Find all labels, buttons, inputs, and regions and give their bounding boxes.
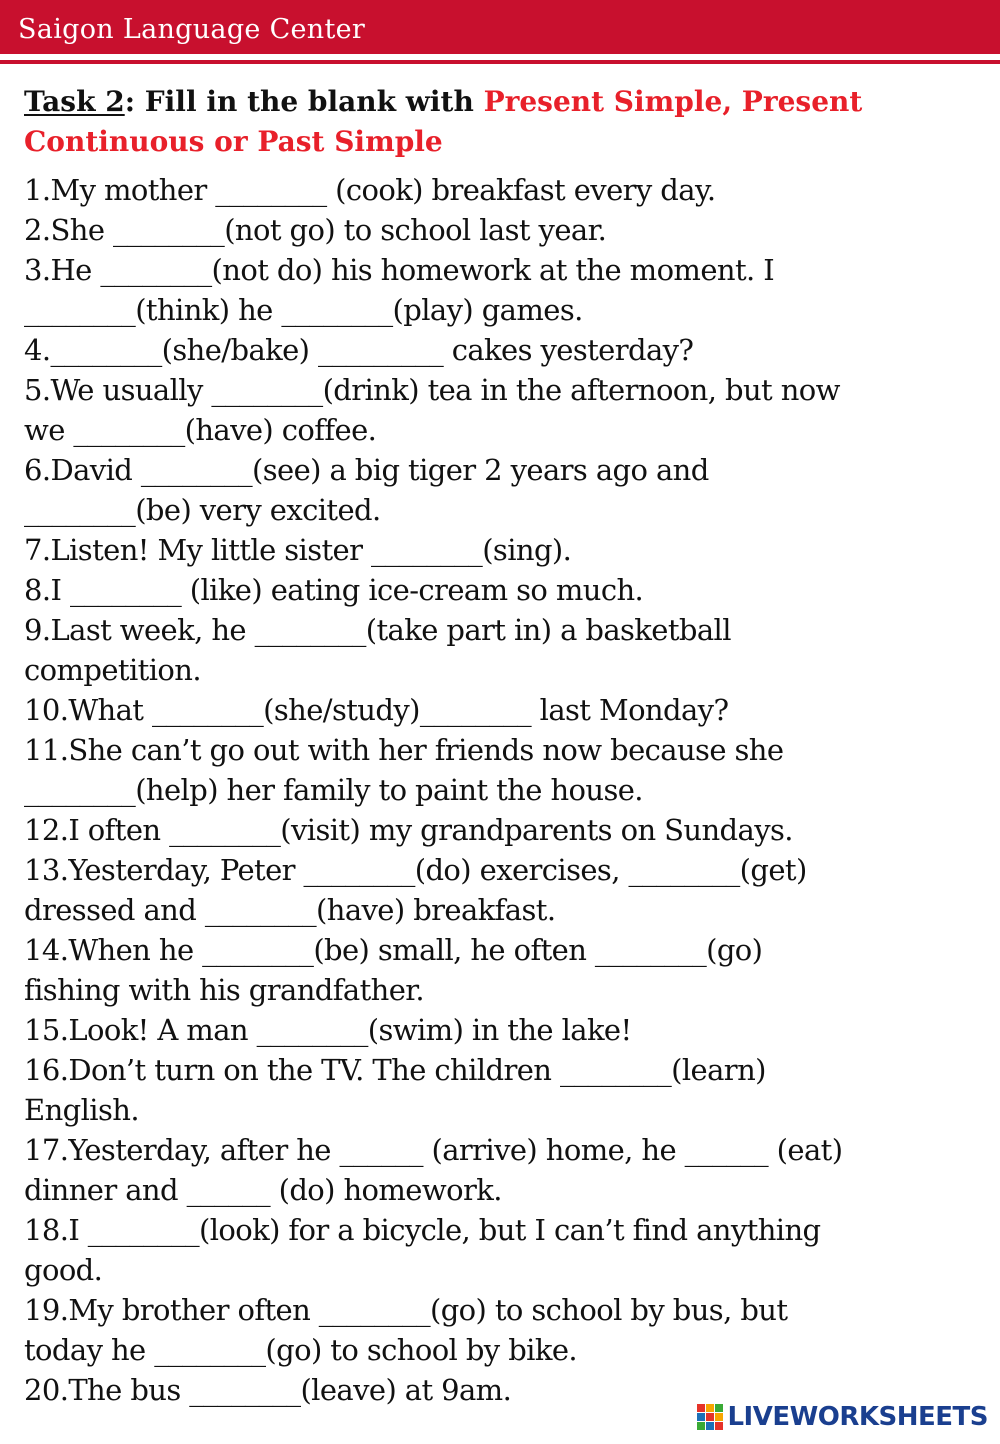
- task-tense-list: Present Simple, Present Continuous or Past Simple: [24, 85, 863, 158]
- logo-text: LIVEWORKSHEETS: [727, 1402, 988, 1432]
- header-bar: [0, 0, 1000, 54]
- exercise-line: 12.I often ________(visit) my grandparents on Sundays.: [24, 813, 793, 847]
- exercise-line: good.: [24, 1253, 103, 1287]
- exercise-line: 8.I ________ (like) eating ice-cream so much.: [24, 573, 644, 607]
- exercise-line: ________(help) her family to paint the house.: [24, 773, 643, 807]
- exercise-line: fishing with his grandfather.: [24, 973, 424, 1007]
- exercise-line: we ________(have) coffee.: [24, 413, 377, 447]
- exercise-line: 11.She can’t go out with her friends now because she: [24, 733, 784, 767]
- exercise-line: ________(think) he ________(play) games.: [24, 293, 583, 327]
- exercise-line: 6.David ________(see) a big tiger 2 years ago and: [24, 453, 709, 487]
- liveworksheets-logo: [697, 1402, 988, 1432]
- header-title: Saigon Language Center: [18, 14, 366, 45]
- exercise-line: today he ________(go) to school by bike.: [24, 1333, 577, 1367]
- exercise-line: 16.Don’t turn on the TV. The children ________(learn): [24, 1053, 766, 1087]
- exercise-line: 1.My mother ________ (cook) breakfast every day.: [24, 173, 716, 207]
- logo-grid-square: [715, 1422, 723, 1430]
- logo-grid-square: [715, 1413, 723, 1421]
- exercise-line: dinner and ______ (do) homework.: [24, 1173, 502, 1207]
- exercise-line: 17.Yesterday, after he ______ (arrive) home, he ______ (eat): [24, 1133, 843, 1167]
- logo-grid-square: [706, 1404, 714, 1412]
- exercise-line: 7.Listen! My little sister ________(sing).: [24, 533, 572, 567]
- exercise-line: 18.I ________(look) for a bicycle, but I can’t find anything: [24, 1213, 821, 1247]
- exercise-line: competition.: [24, 653, 201, 687]
- exercise-line: English.: [24, 1093, 139, 1127]
- task-instruction: : Fill in the blank with: [124, 85, 484, 118]
- logo-grid-square: [697, 1422, 705, 1430]
- header-rule: [0, 60, 1000, 64]
- logo-grid-square: [706, 1413, 714, 1421]
- exercise-line: 5.We usually ________(drink) tea in the afternoon, but now: [24, 373, 840, 407]
- exercise-line: dressed and ________(have) breakfast.: [24, 893, 556, 927]
- exercise-line: ________(be) very excited.: [24, 493, 381, 527]
- exercise-line: 10.What ________(she/study)________ last Monday?: [24, 693, 729, 727]
- task-heading: [24, 82, 984, 162]
- task-label: Task 2: [24, 85, 125, 118]
- exercise-line: 2.She ________(not go) to school last year.: [24, 213, 607, 247]
- exercise-line: 3.He ________(not do) his homework at the moment. I: [24, 253, 775, 287]
- exercise-line: 15.Look! A man ________(swim) in the lake!: [24, 1013, 632, 1047]
- exercise-list: [24, 170, 984, 1410]
- exercise-line: 20.The bus ________(leave) at 9am.: [24, 1373, 512, 1407]
- exercise-line: 9.Last week, he ________(take part in) a basketball: [24, 613, 731, 647]
- logo-grid-square: [697, 1404, 705, 1412]
- logo-grid-square: [715, 1404, 723, 1412]
- exercise-line: 13.Yesterday, Peter ________(do) exercises, ________(get): [24, 853, 807, 887]
- liveworksheets-grid-icon: [697, 1404, 723, 1430]
- exercise-line: 19.My brother often ________(go) to school by bus, but: [24, 1293, 788, 1327]
- logo-grid-square: [697, 1413, 705, 1421]
- exercise-line: 14.When he ________(be) small, he often ________(go): [24, 933, 763, 967]
- exercise-line: 4.________(she/bake) _________ cakes yesterday?: [24, 333, 694, 367]
- logo-grid-square: [706, 1422, 714, 1430]
